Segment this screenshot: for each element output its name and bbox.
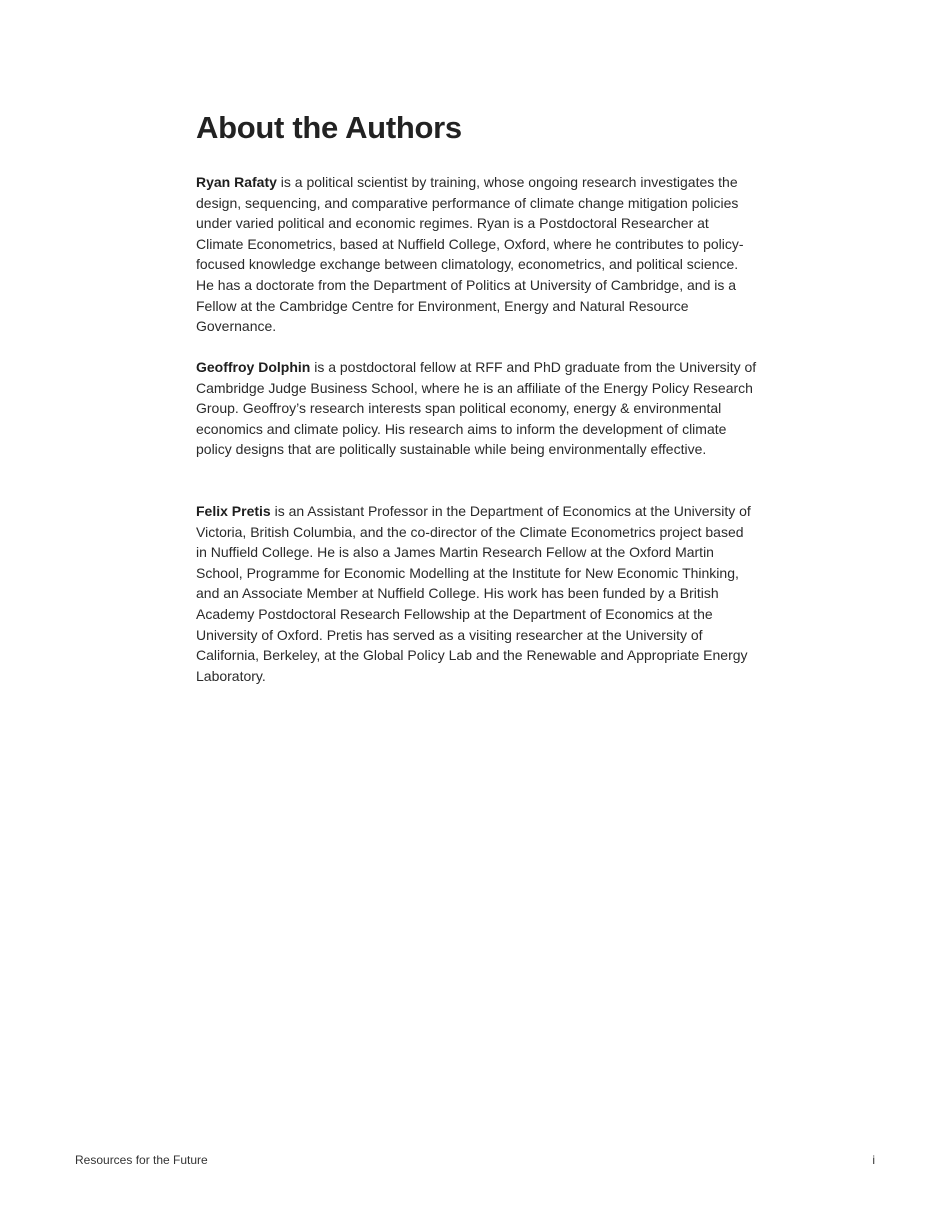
author-bio-text: is a postdoctoral fellow at RFF and PhD graduate from the University of Cambridge Judge Business School, where he is an affiliate of the Energy Policy Research Group. Geoffroy’s research interests span political economy, energy & environmental economics and climate policy. His research aims to inform the development of climate policy designs that are politically sustainable while being environmentally effective. [196,359,757,458]
footer-page-number: i [872,1153,875,1167]
author-name: Geoffroy Dolphin [196,359,311,375]
author-bio-geoffroy-dolphin [196,357,758,460]
footer-publisher: Resources for the Future [75,1153,208,1167]
author-bio-text: is an Assistant Professor in the Department of Economics at the University of Victoria, British Columbia, and the co-director of the Climate Econometrics project based in Nuffield College. He is also a James Martin Research Fellow at the Oxford Martin School, Programme for Economic Modelling at the Institute for New Economic Thinking, and an Associate Member at Nuffield College. His work has been funded by a British Academy Postdoctoral Research Fellowship at the Department of Economics at the University of Oxford. Pretis has served as a visiting researcher at the University of California, Berkeley, at the Global Policy Lab and the Renewable and Appropriate Energy Laboratory. [196,503,751,684]
author-bio-ryan-rafaty [196,172,758,337]
author-name: Felix Pretis [196,503,271,519]
author-bio-felix-pretis [196,501,758,686]
author-bio-text: is a political scientist by training, whose ongoing research investigates the design, sequencing, and comparative performance of climate change mitigation policies under varied political and economic regimes. Ryan is a Postdoctoral Researcher at Climate Econometrics, based at Nuffield College, Oxford, where he contributes to policy-focused knowledge exchange between climatology, econometrics, and political science. He has a doctorate from the Department of Politics at University of Cambridge, and is a Fellow at the Cambridge Centre for Environment, Energy and Natural Resource Governance. [196,174,744,335]
page-title: About the Authors [196,110,462,145]
author-name: Ryan Rafaty [196,174,277,190]
